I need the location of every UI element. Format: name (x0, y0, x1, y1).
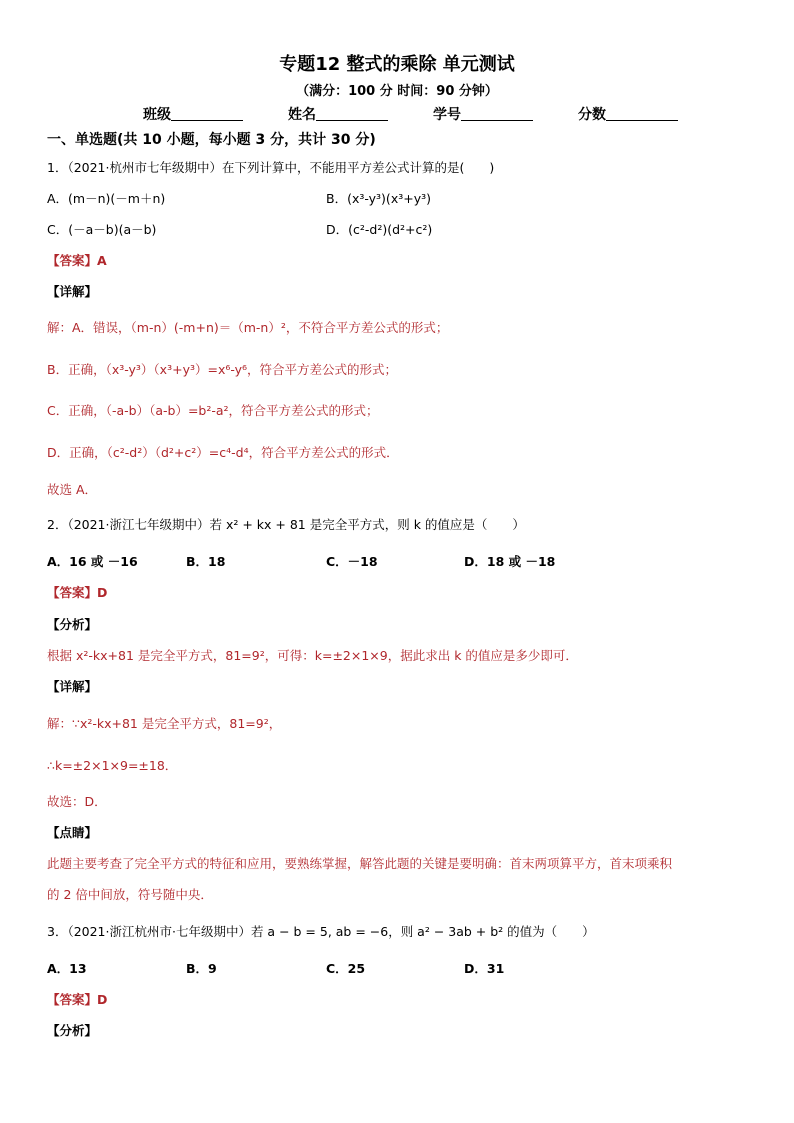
q1-solution-line-4: D．正确，（c²-d²）（d²+c²）=c⁴-d⁴，符合平方差公式的形式． (47, 445, 399, 460)
field-name-label: 姓名 (288, 107, 316, 123)
q2-option-c: C．－18 (326, 554, 378, 569)
q3-option-d: D．31 (464, 961, 505, 976)
field-class (143, 104, 243, 124)
score-blank (606, 106, 678, 121)
field-number-label: 学号 (433, 107, 461, 123)
field-score (578, 104, 678, 124)
q3-option-b: B．9 (186, 961, 217, 976)
q3-analysis-heading: 【分析】 (47, 1023, 98, 1038)
q3-stem: 3．（2021·浙江杭州市·七年级期中）若 a − b = 5, ab = −6，则 a² − 3ab + b² 的值为（ ） (47, 924, 595, 939)
q3-option-a: A．13 (47, 961, 87, 976)
q2-analysis-heading: 【分析】 (47, 617, 98, 632)
q1-solution-line-3: C．正确，（-a-b）（a-b）=b²-a²，符合平方差公式的形式； (47, 403, 379, 418)
q2-detail-heading: 【详解】 (47, 679, 98, 694)
q1-solution-line-2: B．正确，（x³-y³）（x³+y³）=x⁶-y⁶，符合平方差公式的形式； (47, 362, 398, 377)
q1-detail-heading: 【详解】 (47, 284, 98, 299)
field-score-label: 分数 (578, 107, 606, 123)
q3-answer: 【答案】D (47, 992, 108, 1007)
q2-comment-line-2: 的 2 倍中间放，符号随中央． (47, 887, 213, 902)
section-heading: 一、单选题(共 10 小题，每小题 3 分，共计 30 分) (47, 132, 376, 148)
q2-option-d: D．18 或 －18 (464, 554, 556, 569)
q2-option-b: B．18 (186, 554, 226, 569)
q2-answer: 【答案】D (47, 585, 108, 600)
q2-comment-heading: 【点睛】 (47, 825, 98, 840)
q2-option-a: A．16 或 －16 (47, 554, 138, 569)
q2-analysis-line: 根据 x²-kx+81 是完全平方式，81=9²，可得：k=±2×1×9，据此求出 k 的值应是多少即可． (47, 648, 578, 663)
q1-stem: 1．（2021·杭州市七年级期中）在下列计算中，不能用平方差公式计算的是( ) (47, 160, 495, 175)
q1-solution-line-1: 解：A．错误，（m-n）(-m+n)＝（m-n）²，不符合平方差公式的形式； (47, 320, 449, 335)
q1-answer: 【答案】A (47, 253, 107, 268)
q3-option-c: C．25 (326, 961, 366, 976)
page-title: 专题12 整式的乘除 单元测试 (279, 54, 515, 75)
q2-comment-line-1: 此题主要考查了完全平方式的特征和应用，要熟练掌握，解答此题的关键是要明确：首末两项算平方，首末项乘积 (47, 856, 673, 871)
name-blank (316, 106, 388, 121)
field-number (433, 104, 533, 124)
page-subtitle: （满分：100 分 时间：90 分钟） (296, 84, 498, 99)
q1-option-c: C．(－a－b)(a－b) (47, 222, 157, 237)
field-name (288, 104, 388, 124)
q1-option-a: A．(m－n)(－m＋n) (47, 191, 166, 206)
q2-choice: 故选：D． (47, 794, 107, 809)
q2-solution-line-2: ∴k=±2×1×9=±18． (47, 758, 178, 773)
q1-choice: 故选 A． (47, 482, 98, 497)
class-blank (171, 106, 243, 121)
q1-option-d: D．(c²-d²)(d²+c²) (326, 222, 433, 237)
field-class-label: 班级 (143, 107, 171, 123)
number-blank (461, 106, 533, 121)
q2-stem: 2．（2021·浙江七年级期中）若 x² + kx + 81 是完全平方式，则 k 的值应是（ ） (47, 517, 525, 532)
q1-option-b: B．(x³-y³)(x³+y³) (326, 191, 431, 206)
q2-solution-line-1: 解：∵x²-kx+81 是完全平方式，81=9²， (47, 716, 282, 731)
